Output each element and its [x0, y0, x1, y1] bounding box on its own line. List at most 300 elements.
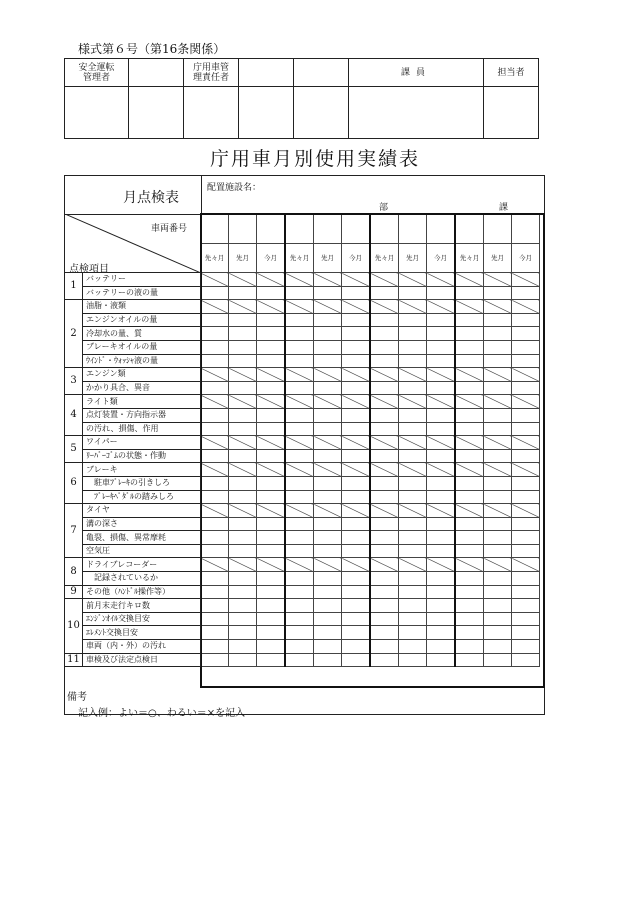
check-cell[interactable]: [201, 531, 229, 545]
check-cell[interactable]: [201, 476, 229, 490]
check-cell[interactable]: [285, 449, 314, 463]
check-cell[interactable]: [455, 340, 484, 354]
check-cell[interactable]: [370, 422, 399, 436]
check-cell[interactable]: [201, 626, 229, 640]
check-cell[interactable]: [285, 422, 314, 436]
check-cell[interactable]: [427, 286, 456, 300]
check-cell[interactable]: [314, 544, 342, 558]
ka-label: 課: [499, 203, 509, 213]
check-cell[interactable]: [342, 585, 371, 599]
check-cell[interactable]: [314, 531, 342, 545]
check-cell[interactable]: [484, 327, 512, 341]
check-cell[interactable]: [257, 490, 286, 504]
disabled-check-cell: [427, 558, 456, 572]
check-cell[interactable]: [257, 517, 286, 531]
check-cell[interactable]: [201, 653, 229, 667]
check-cell[interactable]: [201, 286, 229, 300]
check-cell[interactable]: [399, 340, 427, 354]
check-cell[interactable]: [399, 313, 427, 327]
check-cell[interactable]: [201, 354, 229, 368]
check-cell[interactable]: [285, 327, 314, 341]
check-cell[interactable]: [484, 572, 512, 586]
check-cell[interactable]: [427, 408, 456, 422]
check-cell[interactable]: [370, 354, 399, 368]
disabled-check-cell: [229, 504, 257, 518]
disabled-check-cell: [512, 368, 540, 382]
check-cell[interactable]: [484, 585, 512, 599]
check-cell[interactable]: [314, 653, 342, 667]
check-cell[interactable]: [427, 517, 456, 531]
check-cell[interactable]: [201, 585, 229, 599]
check-cell[interactable]: [512, 490, 540, 504]
check-cell[interactable]: [229, 544, 257, 558]
vehicle-number-cell[interactable]: [484, 213, 512, 244]
check-cell[interactable]: [314, 599, 342, 613]
check-cell[interactable]: [314, 381, 342, 395]
check-cell[interactable]: [399, 599, 427, 613]
check-cell[interactable]: [314, 422, 342, 436]
check-cell[interactable]: [229, 327, 257, 341]
check-cell[interactable]: [257, 531, 286, 545]
check-cell[interactable]: [399, 490, 427, 504]
check-cell[interactable]: [201, 313, 229, 327]
check-cell[interactable]: [512, 408, 540, 422]
check-cell[interactable]: [399, 612, 427, 626]
check-cell[interactable]: [512, 327, 540, 341]
check-cell[interactable]: [314, 354, 342, 368]
check-cell[interactable]: [229, 449, 257, 463]
check-cell[interactable]: [257, 381, 286, 395]
check-cell[interactable]: [484, 340, 512, 354]
approval-stamp-cell[interactable]: [65, 87, 129, 139]
check-cell[interactable]: [285, 381, 314, 395]
disabled-check-cell: [512, 273, 540, 287]
check-cell[interactable]: [427, 544, 456, 558]
check-cell[interactable]: [370, 313, 399, 327]
check-cell[interactable]: [370, 327, 399, 341]
check-cell[interactable]: [257, 640, 286, 654]
check-cell[interactable]: [285, 490, 314, 504]
check-item-label: 車検及び法定点検日: [83, 653, 201, 667]
check-cell[interactable]: [370, 599, 399, 613]
check-cell[interactable]: [314, 327, 342, 341]
check-cell[interactable]: [342, 327, 371, 341]
vehicle-number-cell[interactable]: [512, 213, 540, 244]
check-cell[interactable]: [399, 653, 427, 667]
check-cell[interactable]: [342, 544, 371, 558]
check-cell[interactable]: [455, 327, 484, 341]
check-cell[interactable]: [257, 626, 286, 640]
check-cell[interactable]: [201, 612, 229, 626]
check-cell[interactable]: [512, 599, 540, 613]
check-cell[interactable]: [455, 354, 484, 368]
vehicle-number-cell[interactable]: [427, 213, 456, 244]
check-item-label: エンジンオイルの量: [83, 313, 201, 327]
check-cell[interactable]: [201, 327, 229, 341]
disabled-check-cell: [201, 368, 229, 382]
disabled-check-cell: [314, 300, 342, 314]
check-cell[interactable]: [342, 449, 371, 463]
check-cell[interactable]: [342, 490, 371, 504]
check-cell[interactable]: [484, 381, 512, 395]
check-cell[interactable]: [285, 612, 314, 626]
check-cell[interactable]: [370, 517, 399, 531]
check-cell[interactable]: [512, 354, 540, 368]
check-cell[interactable]: [427, 313, 456, 327]
check-cell[interactable]: [229, 408, 257, 422]
check-cell[interactable]: [370, 340, 399, 354]
check-cell[interactable]: [257, 572, 286, 586]
check-cell[interactable]: [342, 286, 371, 300]
check-cell[interactable]: [201, 381, 229, 395]
disabled-check-cell: [427, 273, 456, 287]
check-cell[interactable]: [257, 476, 286, 490]
check-cell[interactable]: [399, 585, 427, 599]
check-cell[interactable]: [427, 327, 456, 341]
check-cell[interactable]: [201, 544, 229, 558]
check-cell[interactable]: [427, 599, 456, 613]
check-cell[interactable]: [455, 517, 484, 531]
check-cell[interactable]: [314, 612, 342, 626]
check-cell[interactable]: [512, 572, 540, 586]
approval-header-cell: [129, 59, 184, 87]
check-cell[interactable]: [257, 599, 286, 613]
disabled-check-cell: [484, 436, 512, 450]
check-cell[interactable]: [427, 653, 456, 667]
check-cell[interactable]: [285, 286, 314, 300]
check-cell[interactable]: [399, 408, 427, 422]
check-cell[interactable]: [455, 476, 484, 490]
check-cell[interactable]: [342, 354, 371, 368]
check-cell[interactable]: [512, 340, 540, 354]
check-cell[interactable]: [314, 408, 342, 422]
check-cell[interactable]: [455, 599, 484, 613]
check-cell[interactable]: [314, 490, 342, 504]
check-cell[interactable]: [455, 313, 484, 327]
check-cell[interactable]: [342, 517, 371, 531]
check-cell[interactable]: [201, 422, 229, 436]
check-cell[interactable]: [399, 286, 427, 300]
check-cell[interactable]: [314, 585, 342, 599]
check-cell[interactable]: [399, 327, 427, 341]
check-item-label: ワイパー: [83, 436, 201, 450]
check-cell[interactable]: [512, 381, 540, 395]
check-cell[interactable]: [342, 340, 371, 354]
check-cell[interactable]: [427, 381, 456, 395]
vehicle-number-cell[interactable]: [257, 213, 286, 244]
check-cell[interactable]: [285, 626, 314, 640]
check-cell[interactable]: [314, 626, 342, 640]
check-cell[interactable]: [285, 599, 314, 613]
approval-stamp-cell[interactable]: [294, 87, 349, 139]
check-cell[interactable]: [229, 640, 257, 654]
check-cell[interactable]: [399, 354, 427, 368]
check-cell[interactable]: [257, 422, 286, 436]
check-cell[interactable]: [427, 354, 456, 368]
check-cell[interactable]: [512, 640, 540, 654]
check-cell[interactable]: [512, 422, 540, 436]
check-items-table: [64, 272, 201, 667]
check-cell[interactable]: [370, 653, 399, 667]
disabled-check-cell: [484, 463, 512, 477]
check-cell[interactable]: [285, 313, 314, 327]
check-cell[interactable]: [370, 640, 399, 654]
check-cell[interactable]: [512, 612, 540, 626]
disabled-check-cell: [399, 558, 427, 572]
approval-stamp-cell[interactable]: [484, 87, 539, 139]
check-cell[interactable]: [455, 544, 484, 558]
check-cell[interactable]: [257, 612, 286, 626]
check-cell[interactable]: [484, 354, 512, 368]
check-cell[interactable]: [370, 585, 399, 599]
check-cell[interactable]: [484, 626, 512, 640]
check-cell[interactable]: [427, 490, 456, 504]
check-cell[interactable]: [370, 544, 399, 558]
bu-label: 部: [379, 203, 389, 213]
check-cell[interactable]: [285, 585, 314, 599]
check-cell[interactable]: [201, 599, 229, 613]
check-cell[interactable]: [285, 340, 314, 354]
check-cell[interactable]: [484, 531, 512, 545]
check-cell[interactable]: [455, 490, 484, 504]
check-cell[interactable]: [512, 476, 540, 490]
check-cell[interactable]: [399, 476, 427, 490]
check-cell[interactable]: [229, 653, 257, 667]
check-cell[interactable]: [484, 422, 512, 436]
check-cell[interactable]: [229, 585, 257, 599]
approval-stamp-cell[interactable]: [129, 87, 184, 139]
check-cell[interactable]: [512, 653, 540, 667]
check-cell[interactable]: [455, 422, 484, 436]
check-cell[interactable]: [229, 531, 257, 545]
check-cell[interactable]: [427, 572, 456, 586]
check-cell[interactable]: [427, 340, 456, 354]
disabled-check-cell: [342, 436, 371, 450]
check-cell[interactable]: [427, 476, 456, 490]
check-cell[interactable]: [285, 653, 314, 667]
check-cell[interactable]: [370, 626, 399, 640]
check-cell[interactable]: [342, 612, 371, 626]
check-cell[interactable]: [455, 585, 484, 599]
check-cell[interactable]: [484, 286, 512, 300]
check-cell[interactable]: [229, 626, 257, 640]
check-cell[interactable]: [257, 408, 286, 422]
check-cell[interactable]: [484, 544, 512, 558]
check-cell[interactable]: [399, 640, 427, 654]
check-cell[interactable]: [399, 531, 427, 545]
check-cell[interactable]: [285, 572, 314, 586]
check-cell[interactable]: [314, 572, 342, 586]
check-cell[interactable]: [484, 476, 512, 490]
check-cell[interactable]: [342, 599, 371, 613]
check-cell[interactable]: [455, 381, 484, 395]
vehicle-number-cell[interactable]: [229, 213, 257, 244]
check-cell[interactable]: [342, 381, 371, 395]
check-cell[interactable]: [201, 449, 229, 463]
vehicle-number-cell[interactable]: [342, 213, 371, 244]
check-cell[interactable]: [399, 572, 427, 586]
check-cell[interactable]: [314, 313, 342, 327]
check-cell[interactable]: [285, 531, 314, 545]
check-cell[interactable]: [455, 572, 484, 586]
check-cell[interactable]: [285, 544, 314, 558]
facility-label: 配置施設名：: [207, 183, 262, 193]
check-cell[interactable]: [512, 626, 540, 640]
check-cell[interactable]: [201, 640, 229, 654]
check-cell[interactable]: [229, 612, 257, 626]
check-cell[interactable]: [229, 354, 257, 368]
check-cell[interactable]: [455, 286, 484, 300]
check-cell[interactable]: [512, 544, 540, 558]
check-cell[interactable]: [484, 313, 512, 327]
approval-stamp-cell[interactable]: [184, 87, 239, 139]
check-cell[interactable]: [257, 585, 286, 599]
check-cell[interactable]: [257, 544, 286, 558]
disabled-check-cell: [370, 436, 399, 450]
check-cell[interactable]: [229, 340, 257, 354]
check-cell[interactable]: [342, 408, 371, 422]
check-cell[interactable]: [484, 612, 512, 626]
check-cell[interactable]: [484, 653, 512, 667]
disabled-check-cell: [257, 273, 286, 287]
check-cell[interactable]: [229, 599, 257, 613]
check-cell[interactable]: [314, 640, 342, 654]
check-cell[interactable]: [285, 476, 314, 490]
approval-stamp-cell[interactable]: [349, 87, 484, 139]
vehicle-number-cell[interactable]: [399, 213, 427, 244]
check-cell[interactable]: [455, 408, 484, 422]
vehicle-number-cell[interactable]: [370, 213, 399, 244]
check-cell[interactable]: [229, 381, 257, 395]
check-cell[interactable]: [257, 340, 286, 354]
check-cell[interactable]: [455, 612, 484, 626]
check-cell[interactable]: [370, 286, 399, 300]
check-cell[interactable]: [285, 354, 314, 368]
check-cell[interactable]: [257, 286, 286, 300]
disabled-check-cell: [370, 368, 399, 382]
check-cell[interactable]: [314, 517, 342, 531]
disabled-check-cell: [201, 504, 229, 518]
check-cell[interactable]: [342, 476, 371, 490]
check-cell[interactable]: [342, 640, 371, 654]
check-cell[interactable]: [342, 572, 371, 586]
disabled-check-cell: [285, 300, 314, 314]
vehicle-number-cell[interactable]: [314, 213, 342, 244]
check-cell[interactable]: [399, 544, 427, 558]
check-cell[interactable]: [455, 531, 484, 545]
check-cell[interactable]: [285, 408, 314, 422]
check-cell[interactable]: [512, 449, 540, 463]
check-cell[interactable]: [257, 653, 286, 667]
check-cell[interactable]: [512, 585, 540, 599]
check-cell[interactable]: [512, 517, 540, 531]
check-cell[interactable]: [342, 626, 371, 640]
check-cell[interactable]: [314, 449, 342, 463]
check-cell[interactable]: [427, 612, 456, 626]
check-cell[interactable]: [399, 381, 427, 395]
check-cell[interactable]: [229, 313, 257, 327]
check-cell[interactable]: [229, 286, 257, 300]
check-cell[interactable]: [484, 640, 512, 654]
check-cell[interactable]: [427, 626, 456, 640]
check-cell[interactable]: [257, 354, 286, 368]
check-cell[interactable]: [370, 449, 399, 463]
check-cell[interactable]: [455, 640, 484, 654]
approval-stamp-cell[interactable]: [239, 87, 294, 139]
check-cell[interactable]: [370, 381, 399, 395]
check-cell[interactable]: [399, 626, 427, 640]
check-cell[interactable]: [484, 408, 512, 422]
check-cell[interactable]: [314, 340, 342, 354]
check-cell[interactable]: [455, 653, 484, 667]
check-cell[interactable]: [342, 422, 371, 436]
disabled-check-cell: [285, 395, 314, 409]
disabled-check-cell: [229, 273, 257, 287]
check-cell[interactable]: [257, 327, 286, 341]
check-cell[interactable]: [399, 517, 427, 531]
check-cell[interactable]: [455, 449, 484, 463]
check-cell[interactable]: [201, 517, 229, 531]
check-cell[interactable]: [201, 408, 229, 422]
check-cell[interactable]: [370, 572, 399, 586]
vehicle-number-cell[interactable]: [201, 213, 229, 244]
check-cell[interactable]: [370, 612, 399, 626]
check-cell[interactable]: [342, 531, 371, 545]
check-cell[interactable]: [229, 422, 257, 436]
check-cell[interactable]: [285, 640, 314, 654]
check-cell[interactable]: [455, 626, 484, 640]
check-cell[interactable]: [229, 490, 257, 504]
check-cell[interactable]: [399, 422, 427, 436]
check-cell[interactable]: [512, 531, 540, 545]
check-cell[interactable]: [427, 449, 456, 463]
check-cell[interactable]: [257, 449, 286, 463]
check-cell[interactable]: [342, 313, 371, 327]
check-cell[interactable]: [314, 286, 342, 300]
check-cell[interactable]: [484, 449, 512, 463]
check-cell[interactable]: [484, 490, 512, 504]
vehicle-number-cell[interactable]: [285, 213, 314, 244]
check-cell[interactable]: [229, 572, 257, 586]
check-cell[interactable]: [201, 490, 229, 504]
check-cell[interactable]: [285, 517, 314, 531]
check-cell[interactable]: [427, 640, 456, 654]
disabled-check-cell: [229, 558, 257, 572]
check-cell[interactable]: [201, 340, 229, 354]
check-cell[interactable]: [257, 313, 286, 327]
check-cell[interactable]: [399, 449, 427, 463]
check-cell[interactable]: [427, 585, 456, 599]
check-cell[interactable]: [484, 599, 512, 613]
check-cell[interactable]: [427, 531, 456, 545]
month-header-cell: 先々月: [455, 244, 484, 273]
disabled-check-cell: [455, 395, 484, 409]
check-cell[interactable]: [314, 476, 342, 490]
check-cell[interactable]: [201, 572, 229, 586]
check-cell[interactable]: [370, 476, 399, 490]
check-cell[interactable]: [370, 531, 399, 545]
check-cell[interactable]: [484, 517, 512, 531]
check-cell[interactable]: [229, 517, 257, 531]
check-cell[interactable]: [427, 422, 456, 436]
check-cell[interactable]: [342, 653, 371, 667]
check-cell[interactable]: [512, 313, 540, 327]
check-cell[interactable]: [229, 476, 257, 490]
check-cell[interactable]: [370, 490, 399, 504]
vehicle-number-cell[interactable]: [455, 213, 484, 244]
check-cell[interactable]: [512, 286, 540, 300]
check-cell[interactable]: [370, 408, 399, 422]
